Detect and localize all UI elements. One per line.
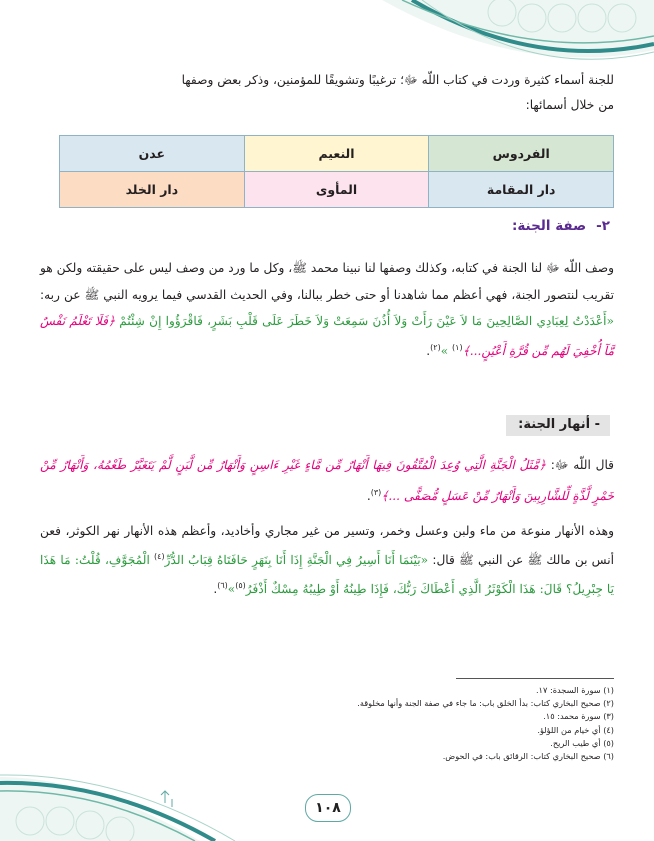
- footnote: (٥) أي طيب الريح.: [550, 737, 614, 748]
- name-cell: المأوى: [244, 172, 429, 208]
- footnote-ref: (٤): [154, 552, 165, 561]
- paradise-names-table: [59, 135, 614, 208]
- hadith-close: »: [440, 343, 453, 358]
- footnote-divider: [456, 678, 614, 679]
- rivers-subheading: - أنهار الجنة:: [506, 415, 610, 436]
- name-cell: دار المقامة: [429, 172, 614, 208]
- footnote-ref: (٢): [430, 342, 441, 352]
- footnote-ref: (٣): [370, 488, 382, 497]
- rivers-quran-paragraph: [40, 452, 614, 510]
- footnote-ref: (١): [452, 342, 463, 352]
- footnote: (٣) سورة محمد: ١٥.: [543, 711, 614, 722]
- hadith-close: »: [227, 582, 236, 597]
- name-cell: دار الخلد: [60, 172, 245, 208]
- hadith-quote: «بَيْنَمَا أَنَا أَسِيرُ فِي الْجَنَّةِ إِذَا أَنَا بِنَهَرٍ حَافَتَاهُ قِبَابُ الدُّرِّ: [164, 553, 429, 568]
- table-row: [60, 172, 614, 208]
- sentence-end: .: [426, 343, 431, 358]
- top-ornament-graphic: [382, 0, 654, 66]
- footnote-ref: (٥): [235, 581, 246, 591]
- intro-line-1: للجنة أسماء كثيرة وردت في كتاب اللّه ﷻ؛ ترغيبًا وتشويقًا للمؤمنين، وذكر بعض وصفها: [181, 73, 614, 87]
- quran-verse: ﴿فَلَا تَعْلَمُ نَفْسٌ مَّآ أُخْفِيَ لَهُم مِّن قُرَّةِ أَعْيُنٍ...﴾: [40, 314, 614, 358]
- intro-line-2: من خلال أسمائها:: [525, 98, 614, 112]
- section-title: صفة الجنة:: [511, 218, 587, 234]
- name-cell: الفردوس: [429, 136, 614, 172]
- name-cell: النعيم: [244, 136, 429, 172]
- page-number: ١٠٨: [305, 794, 351, 822]
- footnote-ref: (٦): [217, 581, 228, 591]
- paragraph-text: وصف اللّه ﷻ لنا الجنة في كتابه، وكذلك وصفها لنا نبينا محمد ﷺ، وكل ما ورد من وصف ليس على حقيقته ولكن هو تقريب لنتصور الجنة، فهي أعظم مما شاهدنا أو حتى خطر ببالنا، وفي الحديث القدسي فيما يرويه النبي ﷺ عن ربه:: [40, 261, 614, 302]
- paragraph-text: وهذه الأنهار منوعة من ماء ولبن وعسل وخمر، وتسير من غير مجاري وأخاديد، وأعظم هذه الأنهار نهر الكوثر، فعن أنس بن مالك ﷺ عن النبي ﷺ قال:: [40, 524, 614, 568]
- name-cell: عدن: [60, 136, 245, 172]
- rivers-hadith-paragraph: [40, 518, 614, 602]
- sentence-end: .: [366, 489, 371, 504]
- section-heading-description: [512, 218, 610, 234]
- quran-verse: ﴿مَّثَلُ الْجَنَّةِ الَّتِي وُعِدَ الْمُتَّقُونَ فِيهَا أَنْهَارٌ مِّن مَّاءٍ غَيْرِ ءَاسِنٍ وَأَنْهَارٌ مِّن لَّبَنٍ لَّمْ يَتَغَيَّرْ طَعْمُهُ، وَأَنْهَارٌ مِّنْ خَمْرٍ لَّذَّةٍ لِّلشَّارِبِينَ وَأَنْهَارٌ مِّنْ عَسَلٍ مُّصَفًّى ...﴾: [40, 458, 614, 504]
- paragraph-text: قال اللّه ﷻ:: [546, 458, 614, 472]
- hadith-quote: «أَعْدَدْتُ لِعِبَادِي الصَّالِحِينَ مَا لاَ عَيْنَ رَأَتْ وَلاَ أُذُنَ سَمِعَتْ وَلاَ خَطَرَ عَلَى قَلْبِ بَشَرٍ، فَاقْرَؤُوا إِنْ شِئْتُمْ: [115, 314, 615, 328]
- footnotes: [214, 684, 614, 763]
- footnote: (٤) أي خيام من اللؤلؤ.: [537, 724, 614, 735]
- hadith-quote: الْمُجَوَّفِ، قُلْتُ: مَا هَذَا يَا جِبْرِيلُ؟ قَالَ: هَذَا الْكَوْثَرُ الَّذِي أَعْطَاكَ رَبُّكَ، فَإِذَا طِينُهُ أَوْ طِيبُهُ مِسْكٌ أَذْفَرُ: [40, 553, 614, 597]
- footnote: (٢) صحيح البخاري كتاب: بدأ الخلق باب: ما جاء في صفة الجنة وأنها مخلوقة.: [357, 698, 614, 709]
- intro-paragraph: [40, 68, 614, 118]
- sentence-end: .: [213, 582, 218, 597]
- bottom-ornament-graphic: [0, 761, 245, 841]
- table-row: [60, 136, 614, 172]
- footnote: (٦) صحيح البخاري كتاب: الرقائق باب: في الحوض.: [442, 751, 614, 762]
- description-paragraph: [40, 255, 614, 364]
- section-number: ٢-: [596, 218, 610, 234]
- footnote: (١) سورة السجدة: ١٧.: [535, 685, 614, 695]
